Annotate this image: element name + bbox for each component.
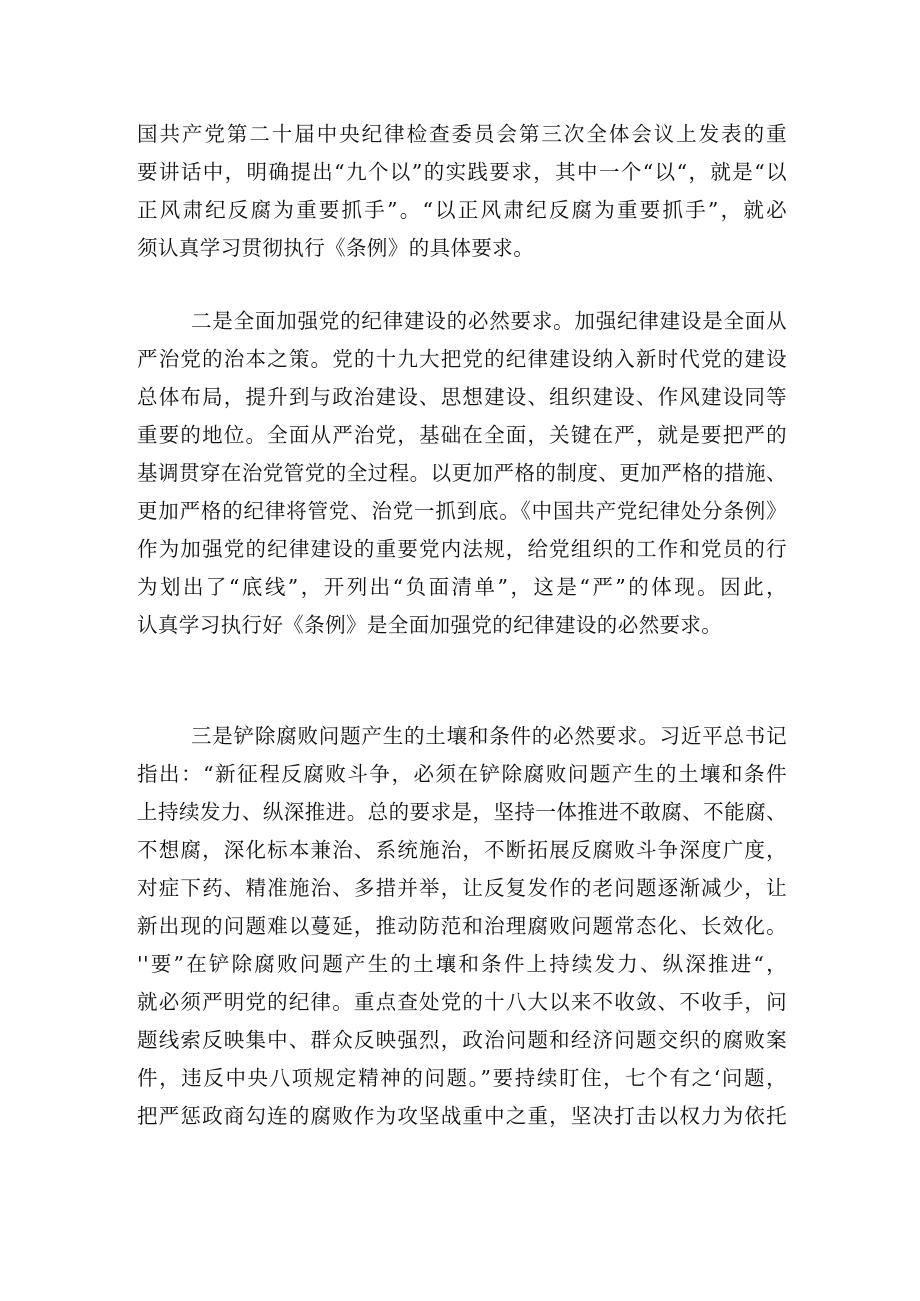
text-line: 二是全面加强党的纪律建设的必然要求。加强纪律建设是全面从 <box>191 309 787 333</box>
text-line: 把严惩政商勾连的腐败作为攻坚战重中之重，坚决打击以权力为依托 <box>137 1104 787 1128</box>
paragraph-continued <box>137 115 787 267</box>
text-line: 对症下药、精准施治、多措并举，让反复发作的老问题逐渐减少，让 <box>137 876 787 900</box>
text-line: 基调贯穿在治党管党的全过程。以更加严格的制度、更加严格的措施、 <box>137 461 787 485</box>
paragraph-anti-corruption <box>137 717 787 1135</box>
text-line: 三是铲除腐败问题产生的土壤和条件的必然要求。习近平总书记 <box>191 724 787 748</box>
text-line: 不想腐，深化标本兼治、系统施治，不断拓展反腐败斗争深度广度， <box>137 838 787 862</box>
text-line: 作为加强党的纪律建设的重要党内法规，给党组织的工作和党员的行 <box>137 537 787 561</box>
text-line: 总体布局，提升到与政治建设、思想建设、组织建设、作风建设同等 <box>137 385 787 409</box>
text-line: 国共产党第二十届中央纪律检查委员会第三次全体会议上发表的重 <box>137 122 787 146</box>
text-line: 件，违反中央八项规定精神的问题。”要持续盯住，七个有之‘问题， <box>137 1066 787 1090</box>
text-line: 为划出了“底线”，开列出“负面清单”，这是“严”的体现。因此， <box>137 575 787 599</box>
text-line: 认真学习执行好《条例》是全面加强党的纪律建设的必然要求。 <box>137 613 723 637</box>
text-line: 就必须严明党的纪律。重点查处党的十八大以来不收敛、不收手，问 <box>137 990 787 1014</box>
text-line: 正风肃纪反腐为重要抓手”。“以正风肃纪反腐为重要抓手”，就必 <box>137 198 787 222</box>
paragraph-discipline-building <box>137 302 787 644</box>
text-line: 须认真学习贯彻执行《条例》的具体要求。 <box>137 236 535 260</box>
text-line: ''要”在铲除腐败问题产生的土壤和条件上持续发力、纵深推进“， <box>137 952 787 976</box>
text-line: 更加严格的纪律将管党、治党一抓到底。《中国共产党纪律处分条例》 <box>137 499 787 523</box>
text-line: 上持续发力、纵深推进。总的要求是，坚持一体推进不敢腐、不能腐、 <box>137 800 787 824</box>
text-line: 题线索反映集中、群众反映强烈，政治问题和经济问题交织的腐败案 <box>137 1028 787 1052</box>
text-line: 重要的地位。全面从严治党，基础在全面，关键在严，就是要把严的 <box>137 423 787 447</box>
text-line: 严治党的治本之策。党的十九大把党的纪律建设纳入新时代党的建设 <box>137 347 787 371</box>
text-line: 要讲话中，明确提出“九个以”的实践要求，其中一个“以“，就是“以 <box>137 160 787 184</box>
text-line: 指出：“新征程反腐败斗争，必须在铲除腐败问题产生的土壤和条件 <box>137 762 787 786</box>
text-line: 新出现的问题难以蔓延，推动防范和治理腐败问题常态化、长效化。 <box>137 914 787 938</box>
